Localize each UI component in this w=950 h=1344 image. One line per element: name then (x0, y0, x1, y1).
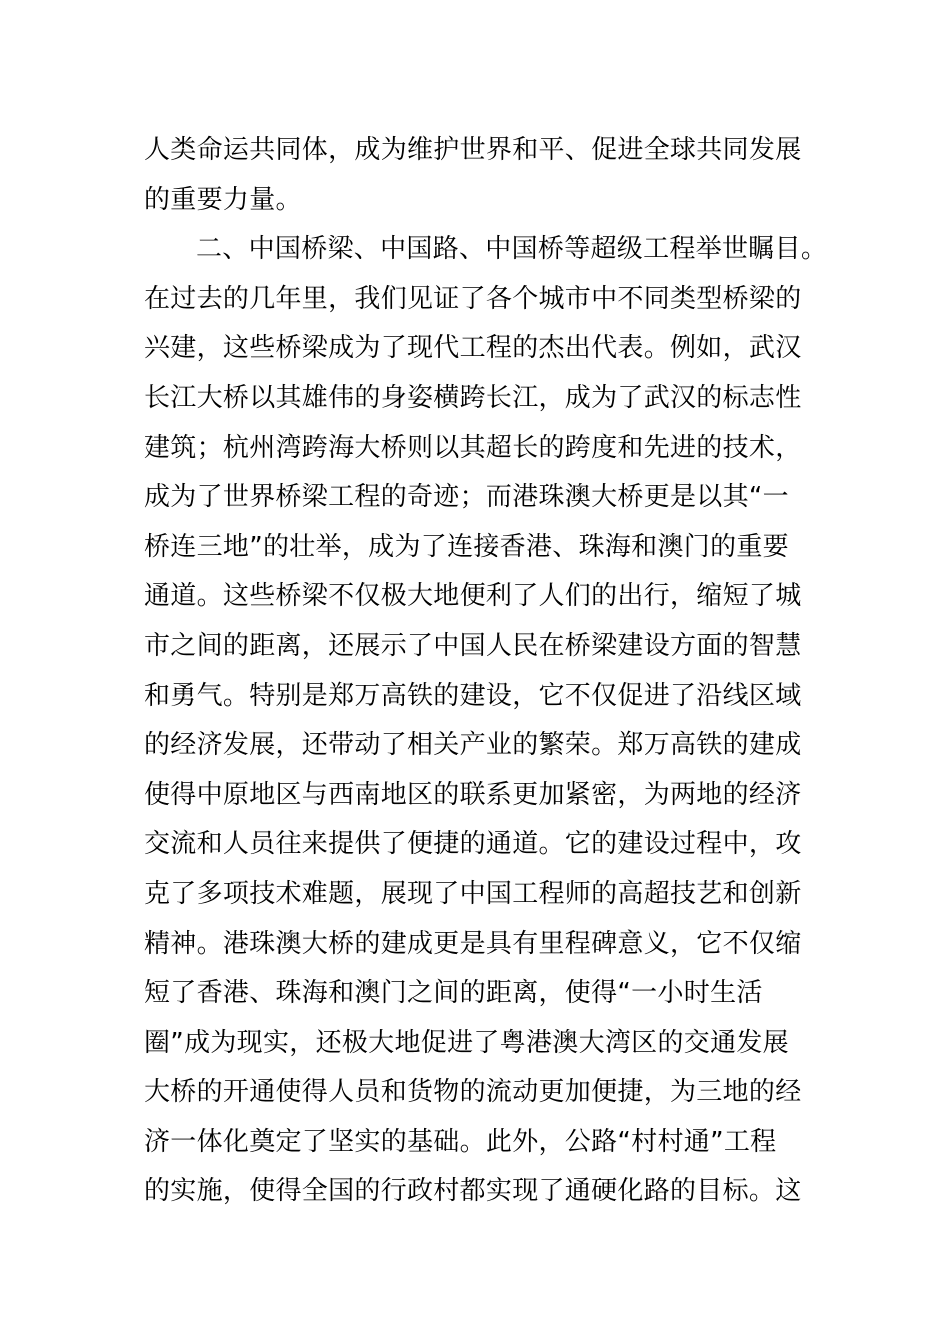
text-line: 通道。这些桥梁不仅极大地便利了人们的出行，缩短了城 (144, 581, 802, 612)
text-line: 的实施，使得全国的行政村都实现了通硬化路的目标。这 (144, 1176, 802, 1207)
text-line: 在过去的几年里，我们见证了各个城市中不同类型桥梁的 (144, 283, 802, 314)
text-line: 大桥的开通使得人员和货物的流动更加便捷，为三地的经 (144, 1077, 802, 1108)
text-line: 克了多项技术难题，展现了中国工程师的高超技艺和创新 (144, 878, 802, 909)
text-line: 短了香港、珠海和澳门之间的距离，使得“一小时生活 (144, 978, 763, 1009)
text-line: 济一体化奠定了坚实的基础。此外，公路“村村通”工程 (144, 1126, 777, 1157)
text-line: 人类命运共同体，成为维护世界和平、促进全球共同发展 (144, 135, 802, 165)
text-line: 使得中原地区与西南地区的联系更加紧密，为两地的经济 (144, 779, 802, 810)
text-line: 建筑；杭州湾跨海大桥则以其超长的跨度和先进的技术， (144, 432, 802, 463)
text-line: 市之间的距离，还展示了中国人民在桥梁建设方面的智慧 (144, 630, 802, 661)
section-heading-line: 二、中国桥梁、中国路、中国桥等超级工程举世瞩目。 (196, 234, 828, 265)
text-line: 桥连三地”的壮举，成为了连接香港、珠海和澳门的重要 (144, 531, 789, 562)
text-line: 和勇气。特别是郑万高铁的建设，它不仅促进了沿线区域 (144, 680, 802, 711)
text-line: 交流和人员往来提供了便捷的通道。它的建设过程中，攻 (144, 829, 802, 860)
text-line: 的经济发展，还带动了相关产业的繁荣。郑万高铁的建成 (144, 730, 802, 761)
text-line: 成为了世界桥梁工程的奇迹；而港珠澳大桥更是以其“一 (144, 482, 789, 513)
text-line: 的重要力量。 (144, 184, 302, 215)
body-text (144, 126, 844, 1217)
text-line: 精神。港珠澳大桥的建成更是具有里程碑意义，它不仅缩 (144, 928, 802, 959)
text-line: 长江大桥以其雄伟的身姿横跨长江，成为了武汉的标志性 (144, 382, 802, 413)
text-line: 兴建，这些桥梁成为了现代工程的杰出代表。例如，武汉 (144, 333, 802, 364)
text-line: 圈”成为现实，还极大地促进了粤港澳大湾区的交通发展 (144, 1027, 789, 1058)
